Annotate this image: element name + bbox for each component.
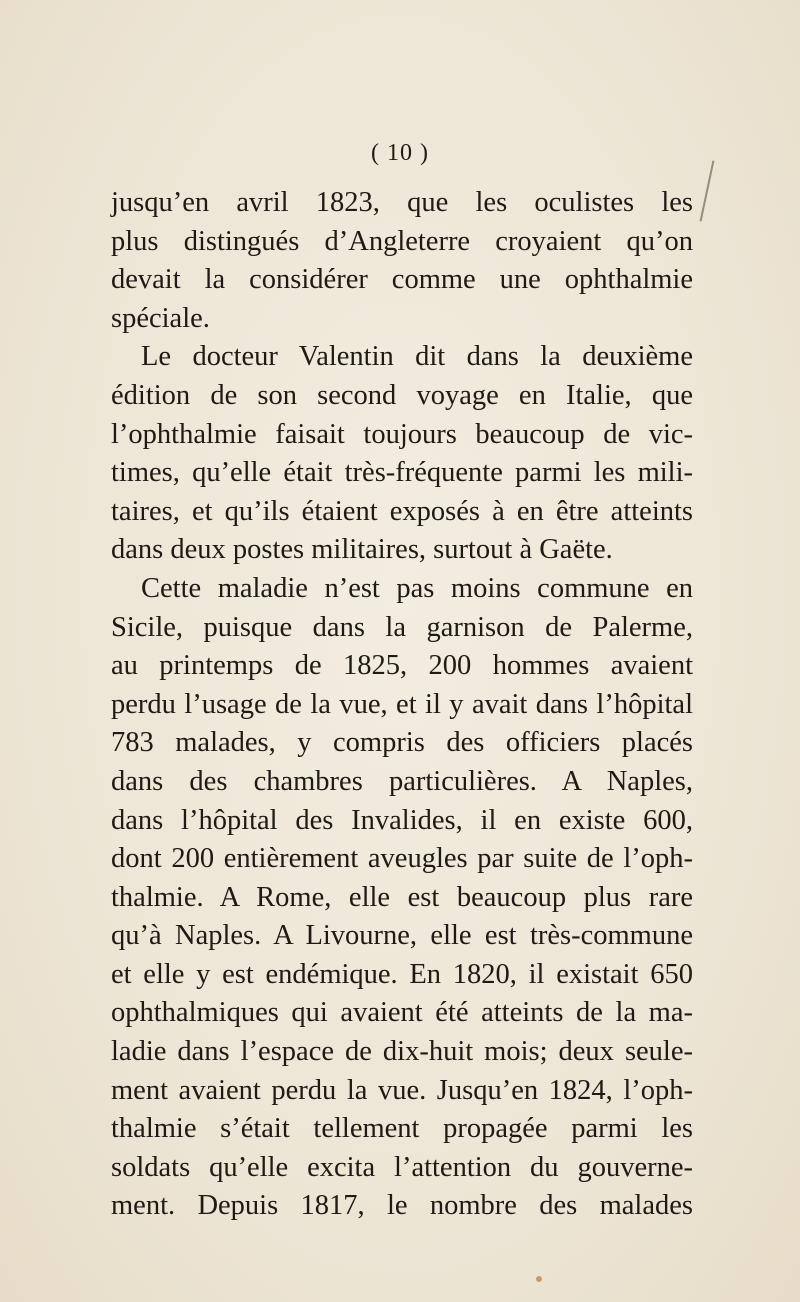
text-line: ophthalmiques qui avaient été atteints de la ma- [111,997,693,1029]
text-line: soldats qu’elle excita l’attention du gouverne- [111,1151,693,1183]
body-text [111,184,693,1226]
text-line: times, qu’elle était très-fréquente parmi les mili- [111,457,693,489]
text-line: ment. Depuis 1817, le nombre des malades [111,1190,693,1222]
text-line: l’ophthalmie faisait toujours beaucoup de vic- [111,418,693,450]
paper-spot [536,1276,542,1282]
text-line: ment avaient perdu la vue. Jusqu’en 1824, l’oph- [111,1074,693,1106]
margin-pencil-mark [700,160,715,221]
text-line: Sicile, puisque dans la garnison de Palerme, [111,611,693,643]
text-line: jusqu’en avril 1823, que les oculistes les [111,187,693,218]
text-line: dans l’hôpital des Invalides, il en existe 600, [111,804,693,836]
text-line: thalmie. A Rome, elle est beaucoup plus rare [111,881,693,913]
page-number: ( 10 ) [371,140,429,166]
text-line: édition de son second voyage en Italie, que [111,379,693,411]
text-line: Le docteur Valentin dit dans la deuxième [141,341,693,373]
text-line: spéciale. [111,302,210,334]
text-line: devait la considérer comme une ophthalmie [111,264,693,296]
text-line: perdu l’usage de la vue, et il y avait dans l’hôpital [111,688,693,720]
text-line: dans des chambres particulières. A Naples, [111,765,693,797]
text-line: au printemps de 1825, 200 hommes avaient [111,650,693,682]
text-line: et elle y est endémique. En 1820, il existait 650 [111,958,693,990]
text-line: dans deux postes militaires, surtout à Gaëte. [111,534,613,566]
text-line: 783 malades, y compris des officiers placés [111,727,693,759]
text-line: dont 200 entièrement aveugles par suite de l’oph- [111,843,693,875]
text-line: Cette maladie n’est pas moins commune en [141,572,693,604]
text-line: qu’à Naples. A Livourne, elle est très-commune [111,920,693,952]
text-line: thalmie s’était tellement propagée parmi les [111,1113,693,1145]
text-line: taires, et qu’ils étaient exposés à en être atteints [111,495,693,527]
text-line: ladie dans l’espace de dix-huit mois; deux seule- [111,1036,693,1068]
text-line: plus distingués d’Angleterre croyaient qu’on [111,225,693,257]
